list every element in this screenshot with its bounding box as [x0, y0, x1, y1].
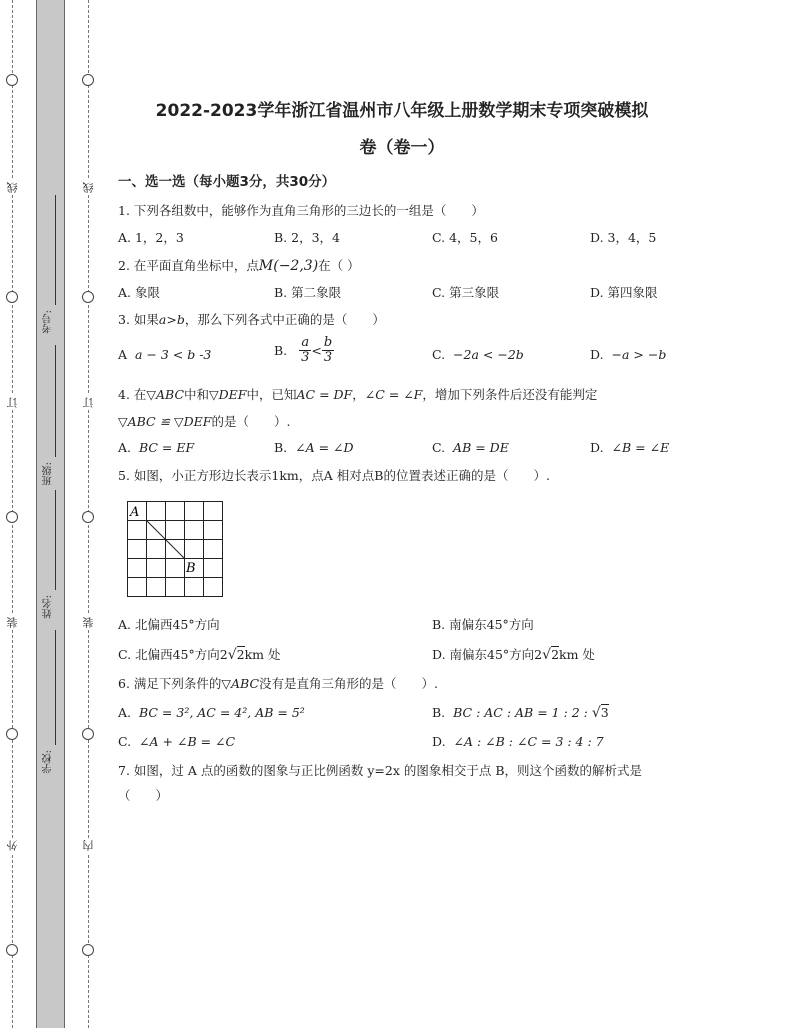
numerator: a — [299, 336, 311, 351]
option-label: B. — [274, 440, 288, 455]
binding-hole — [6, 74, 18, 86]
question-4-option-d[interactable] — [590, 440, 669, 455]
option-label: C. — [118, 734, 132, 749]
binding-hole — [6, 291, 18, 303]
question-2-option-d[interactable]: D. 第四象限 — [590, 285, 658, 300]
triangle-abc: ▽ABC — [221, 676, 260, 691]
margin-char-inner: 线 — [82, 182, 95, 193]
option-expr: ∠B = ∠E — [611, 440, 670, 455]
question-1-option-b[interactable]: B. 2，3，4 — [274, 230, 340, 245]
option-expr: BC = 3², AC = 4², AB = 5² — [138, 705, 305, 720]
question-2-stem-a: 2. 在平面直角坐标中，点 — [118, 258, 259, 273]
option-expr: ∠A = ∠D — [295, 440, 354, 455]
question-4-stem-line2 — [118, 412, 290, 430]
question-4-option-c[interactable] — [432, 440, 509, 455]
option-expr: a − 3 < b -3 — [134, 347, 212, 362]
option-expr: −2a < −2b — [453, 347, 524, 362]
question-1-option-c[interactable]: C. 4，5，6 — [432, 230, 498, 245]
stem-part: 6. 满足下列条件的 — [118, 676, 222, 691]
question-3-option-a[interactable] — [118, 347, 211, 362]
question-6-option-b[interactable] — [432, 705, 609, 721]
margin-char-outer: 订 — [6, 397, 19, 408]
question-5-option-b[interactable]: B. 南偏东45°方向 — [432, 617, 534, 632]
option-expr: BC : AC : AB = 1 : 2 : — [453, 705, 592, 720]
binding-hole — [82, 511, 94, 523]
name-label: 姓名: — [43, 595, 54, 619]
option-text: D. 南偏东45°方向2 — [432, 647, 543, 662]
question-6-stem — [118, 674, 438, 692]
radicand: 2 — [551, 647, 560, 662]
exam-number-field[interactable] — [55, 195, 56, 305]
margin-char-outer: 外 — [6, 840, 19, 851]
stem-part: 中，已知 — [246, 387, 297, 402]
option-expr: ∠A + ∠B = ∠C — [139, 734, 236, 749]
binding-hole — [82, 728, 94, 740]
point-a-label: A — [130, 505, 140, 520]
question-3-condition: a>b — [158, 312, 185, 327]
option-text: km 处 — [559, 647, 595, 662]
class-label: 班级: — [43, 462, 54, 486]
question-2-option-c[interactable]: C. 第三象限 — [432, 285, 500, 300]
binding-hole — [6, 728, 18, 740]
question-6-option-a[interactable] — [118, 705, 305, 720]
fraction-b-over-3 — [322, 336, 334, 365]
relation: < — [311, 343, 322, 358]
binding-hole — [6, 511, 18, 523]
option-expr: ∠A : ∠B : ∠C = 3 : 4 : 7 — [453, 734, 604, 749]
option-label: C. — [432, 440, 446, 455]
option-expr: −a > −b — [611, 347, 667, 362]
question-5-option-d[interactable] — [432, 645, 595, 663]
stem-part: 4. 在 — [118, 387, 147, 402]
class-field[interactable] — [55, 345, 56, 457]
sqrt-symbol: √ — [227, 647, 237, 663]
question-4-option-b[interactable] — [274, 440, 354, 455]
option-label: B. — [432, 705, 446, 720]
question-1-option-a[interactable]: A. 1，2，3 — [118, 230, 184, 245]
question-5-stem: 5. 如图，小正方形边长表示1km，点A 相对点B的位置表述正确的是（ ）. — [118, 468, 550, 483]
option-expr: AB = DE — [453, 440, 509, 455]
school-field[interactable] — [55, 630, 56, 745]
sqrt-symbol: √ — [591, 705, 601, 721]
margin-char-inner: 装 — [82, 617, 95, 628]
question-3-option-d[interactable] — [590, 347, 666, 362]
grid-figure — [127, 501, 223, 597]
question-4-option-a[interactable] — [118, 440, 194, 455]
option-label: A. — [118, 440, 132, 455]
option-label: A. — [118, 705, 132, 720]
binding-hole — [82, 944, 94, 956]
radicand: 2 — [236, 647, 245, 662]
denominator: 3 — [301, 350, 310, 365]
separator: ， — [352, 387, 365, 402]
triangle-abc: ▽ABC — [146, 387, 185, 402]
numerator: b — [323, 335, 333, 350]
question-3-option-c[interactable] — [432, 347, 524, 362]
question-2-point: M(−2,3) — [258, 258, 319, 274]
question-3-stem-b: ，那么下列各式中正确的是（ ） — [184, 312, 385, 327]
binding-hole — [82, 291, 94, 303]
triangle-def: ▽DEF — [209, 387, 247, 402]
equation: ∠C = ∠F — [364, 387, 423, 402]
option-expr: BC = EF — [138, 440, 195, 455]
radicand: 3 — [600, 705, 609, 720]
question-6-option-c[interactable] — [118, 734, 235, 749]
exam-number-label: 考号: — [43, 310, 54, 334]
equation: AC = DF — [296, 387, 353, 402]
stem-part: 中和 — [184, 387, 210, 402]
option-label: D. — [432, 734, 446, 749]
name-field[interactable] — [55, 490, 56, 590]
binding-hole — [6, 944, 18, 956]
margin-char-inner: 订 — [82, 397, 95, 408]
point-b-label: B — [186, 561, 196, 576]
option-label: D. — [590, 440, 604, 455]
section-heading: 一、选一选（每小题3分，共30分） — [118, 174, 336, 190]
page-title: 2022-2023学年浙江省温州市八年级上册数学期末专项突破模拟 — [155, 101, 649, 121]
denominator: 3 — [323, 350, 333, 365]
question-6-option-d[interactable] — [432, 734, 604, 749]
question-1-option-d[interactable]: D. 3，4，5 — [590, 230, 657, 245]
question-2-stem-b: 在（ ） — [318, 258, 360, 273]
question-5-option-c[interactable] — [118, 645, 280, 663]
page-title-line2: 卷（卷一） — [359, 138, 445, 158]
question-2-stem — [118, 256, 360, 274]
school-label: 学校: — [43, 750, 54, 774]
question-3-stem — [118, 310, 385, 328]
margin-char-outer: 装 — [6, 617, 19, 628]
option-text: km 处 — [244, 647, 281, 662]
margin-char-outer: 线 — [6, 182, 19, 193]
question-1-stem: 1. 下列各组数中，能够作为直角三角形的三边长的一组是（ ） — [118, 203, 484, 218]
question-2-option-b[interactable]: B. 第二象限 — [274, 285, 342, 300]
option-label: B. — [274, 343, 288, 358]
binding-band — [36, 0, 65, 1028]
question-4-stem — [118, 385, 597, 403]
question-5-option-a[interactable]: A. 北偏西45°方向 — [118, 617, 220, 632]
option-label: A — [118, 347, 128, 362]
stem-part: 的是（ ）. — [211, 414, 291, 429]
option-text: C. 北偏西45°方向2 — [118, 647, 228, 662]
question-3-option-b[interactable] — [274, 336, 334, 365]
question-7-stem: 7. 如图，过 A 点的函数的图象与正比例函数 y=2x 的图象相交于点 B，则这个函数的解析式是 — [118, 763, 643, 778]
question-7-answer-paren: （ ） — [118, 788, 169, 803]
option-label: C. — [432, 347, 446, 362]
sqrt-symbol: √ — [542, 647, 552, 663]
option-label: D. — [590, 347, 604, 362]
stem-part: 没有是直角三角形的是（ ）. — [259, 676, 439, 691]
fraction-a-over-3 — [299, 336, 311, 365]
binding-hole — [82, 74, 94, 86]
question-3-stem-a: 3. 如果 — [118, 312, 159, 327]
congruence-expr: ▽ABC ≌ ▽DEF — [118, 414, 212, 429]
stem-part: ，增加下列条件后还没有能判定 — [422, 387, 598, 402]
margin-char-inner: 内 — [82, 840, 95, 851]
question-2-option-a[interactable]: A. 象限 — [118, 285, 160, 300]
